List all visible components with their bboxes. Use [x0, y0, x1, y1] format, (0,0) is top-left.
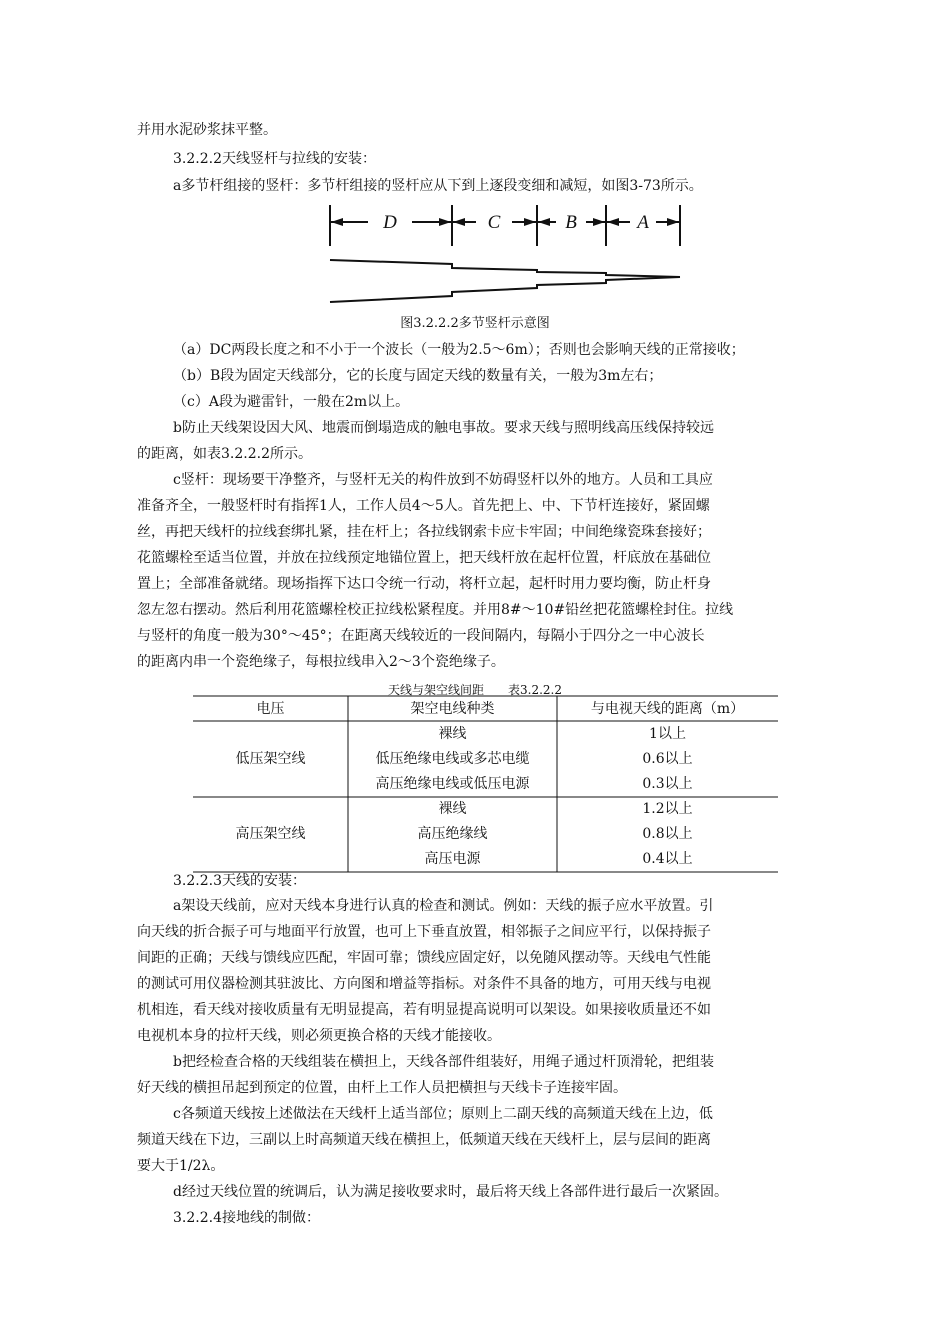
paragraph-line: 并用水泥砂浆抹平整。: [137, 122, 277, 138]
paragraph-line: 丝，再把天线杆的拉线套绑扎紧，挂在杆上；各拉线钢索卡应卡牢固；中间绝缘瓷珠套接好；: [137, 524, 711, 540]
paragraph-line: （b）B段为固定天线部分，它的长度与固定天线的数量有关，一般为3m左右；: [173, 368, 663, 384]
table-cell-distance: 0.3以上: [642, 776, 693, 792]
paragraph-line: 要大于1/2λ。: [137, 1158, 225, 1174]
paragraph-line: 与竖杆的角度一般为30°～45°；在距离天线较近的一段间隔内，每隔小于四分之一中心波长: [137, 628, 705, 644]
paragraph-line: b把经检查合格的天线组装在横担上，天线各部件组装好，用绳子通过杆顶滑轮，把组装: [173, 1054, 714, 1070]
table-header-voltage: 电压: [256, 701, 285, 717]
paragraph-line: 的距离，如表3.2.2.2所示。: [137, 446, 312, 462]
table-cell-distance: 0.6以上: [642, 751, 693, 767]
section-heading: 3.2.2.4接地线的制做：: [173, 1210, 320, 1226]
section-heading: 3.2.2.2天线竖杆与拉线的安装：: [173, 151, 376, 167]
table-cell-distance: 1以上: [649, 726, 686, 742]
paragraph-line: d经过天线位置的统调后，认为满足接收要求时，最后将天线上各部件进行最后一次紧固。: [173, 1184, 728, 1200]
paragraph-line: a多节杆组接的竖杆：多节杆组接的竖杆应从下到上逐段变细和减短，如图3-73所示。: [173, 178, 703, 194]
paragraph-line: c各频道天线按上述做法在天线杆上适当部位；原则上二副天线的高频道天线在上边，低: [173, 1106, 713, 1122]
table-header-distance: 与电视天线的距离（m）: [590, 701, 745, 717]
paragraph-line: 的测试可用仪器检测其驻波比、方向图和增益等指标。对条件不具备的地方，可用天线与电视: [137, 976, 711, 992]
table-cell-type: 裸线: [438, 801, 467, 817]
paragraph-line: 频道天线在下边，三副以上时高频道天线在横担上，低频道天线在天线杆上，层与层间的距离: [137, 1132, 711, 1148]
paragraph-line: c竖杆：现场要干净整齐，与竖杆无关的构件放到不妨碍竖杆以外的地方。人员和工具应: [173, 472, 713, 488]
paragraph-line: a架设天线前，应对天线本身进行认真的检查和测试。例如：天线的振子应水平放置。引: [173, 898, 714, 914]
paragraph-line: 机相连，看天线对接收质量有无明显提高，若有明显提高说明可以架设。如果接收质量还不如: [137, 1002, 711, 1018]
figure-caption: 图3.2.2.2多节竖杆示意图: [400, 316, 550, 331]
table-cell-type: 高压绝缘线: [417, 826, 488, 842]
mast-diagram: [0, 0, 950, 330]
table-cell-distance: 0.4以上: [642, 851, 693, 867]
table-cell-type: 低压绝缘电线或多芯电缆: [375, 751, 530, 767]
label-C: C: [487, 212, 501, 233]
label-A: A: [637, 212, 649, 233]
paragraph-line: 置上；全部准备就绪。现场指挥下达口令统一行动，将杆立起，起杆时用力要均衡，防止杆身: [137, 576, 711, 592]
table-cell-voltage: 低压架空线: [235, 751, 306, 767]
label-B: B: [565, 212, 577, 233]
paragraph-line: 的距离内串一个瓷绝缘子，每根拉线串入2～3个瓷绝缘子。: [137, 654, 505, 670]
table-cell-distance: 0.8以上: [642, 826, 693, 842]
paragraph-line: 间距的正确；天线与馈线应匹配，牢固可靠；馈线应固定好，以免随风摆动等。天线电气性能: [137, 950, 711, 966]
paragraph-line: 准备齐全，一般竖杆时有指挥1人，工作人员4～5人。首先把上、中、下节杆连接好，紧固螺: [137, 498, 710, 514]
paragraph-line: （c）A段为避雷针，一般在2m以上。: [173, 394, 410, 410]
table-cell-type: 高压电源: [424, 851, 481, 867]
paragraph-line: 好天线的横担吊起到预定的位置，由杆上工作人员把横担与天线卡子连接牢固。: [137, 1080, 627, 1096]
table-cell-distance: 1.2以上: [642, 801, 693, 817]
table-title: 天线与架空线间距 表3.2.2.2: [388, 683, 562, 697]
table-cell-type: 高压绝缘电线或低压电源: [375, 776, 530, 792]
label-D: D: [383, 212, 397, 233]
section-heading: 3.2.2.3天线的安装：: [173, 873, 306, 889]
paragraph-line: 花篮螺栓至适当位置，并放在拉线预定地锚位置上，把天线杆放在起杆位置，杆底放在基础位: [137, 550, 711, 566]
table-cell-voltage: 高压架空线: [235, 826, 306, 842]
paragraph-line: 电视机本身的拉杆天线，则必须更换合格的天线才能接收。: [137, 1028, 501, 1044]
paragraph-line: （a）DC两段长度之和不小于一个波长（一般为2.5～6m）；否则也会影响天线的正常接收；: [173, 342, 745, 358]
paragraph-line: 向天线的折合振子可与地面平行放置，也可上下垂直放置，相邻振子之间应平行，以保持振子: [137, 924, 711, 940]
paragraph-line: 忽左忽右摆动。然后利用花篮螺栓校正拉线松紧程度。并用8#～10#铅丝把花篮螺栓封住。拉线: [137, 602, 734, 618]
table-cell-type: 裸线: [438, 726, 467, 742]
table-header-type: 架空电线种类: [410, 701, 495, 717]
paragraph-line: b防止天线架设因大风、地震而倒塌造成的触电事故。要求天线与照明线高压线保持较远: [173, 420, 714, 436]
